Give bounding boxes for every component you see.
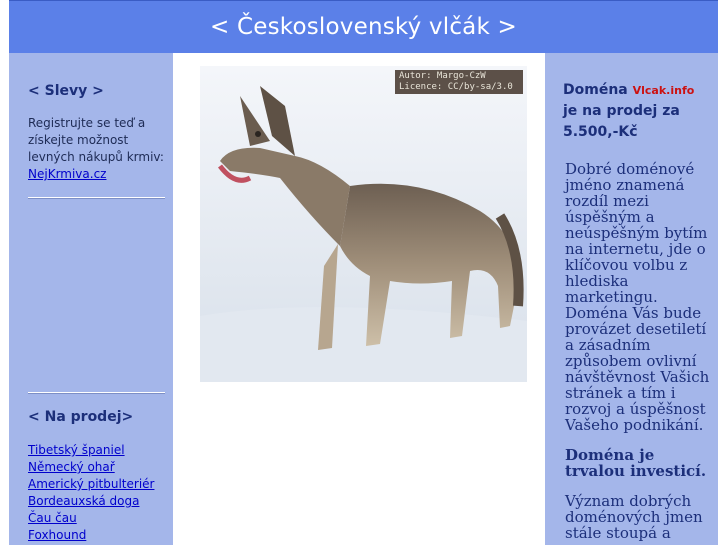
breed-link[interactable]: Bordeauxská doga	[28, 494, 140, 508]
slevy-heading: < Slevy >	[28, 83, 104, 99]
breed-link[interactable]: Foxhound	[28, 528, 87, 542]
nejkrmiva-link[interactable]: NejKrmiva.cz	[28, 167, 107, 181]
main-content	[173, 53, 545, 545]
page-margin-left	[0, 0, 9, 545]
domain-paragraph-1: Dobré doménové jméno znamená rozdíl mezi úspěšným a neúspěšným bytím na internetu, jde o klíčovou volbu z hlediska marketingu. Doména Vás bude provázet desetiletí a zásadním způsobem ovlivní návštěvnost Vašich stránek a tím i rozvoj a úspěšnost Vašeho podnikání.	[565, 160, 710, 434]
photo-license: Licence: CC/by-sa/3.0	[399, 82, 513, 92]
breed-link[interactable]: Čau čau	[28, 511, 77, 525]
site-header	[9, 0, 718, 53]
photo-author: Autor: Margo-CzW	[399, 71, 486, 81]
domain-link[interactable]: Vlcak.info	[632, 84, 695, 97]
domain-paragraph-2: Význam dobrých doménových jmen stále stoupá a	[565, 492, 703, 542]
breed-link[interactable]: Německý ohař	[28, 460, 115, 474]
slevy-description: Registrujte se teď a získejte možnost levných nákupů krmiv:	[28, 116, 164, 164]
page-margin-right	[718, 0, 727, 545]
domain-title-suffix: je na prodej za 5.500,-Kč	[563, 103, 680, 140]
left-sidebar	[9, 53, 173, 545]
photo-credit	[395, 70, 523, 94]
breed-link[interactable]: Americký pitbulteriér	[28, 477, 155, 491]
wolfdog-illustration	[200, 66, 527, 382]
wolfdog-photo	[200, 66, 527, 382]
domain-investment-text: Doména je trvalou investicí.	[565, 446, 707, 480]
slevy-text	[28, 115, 165, 183]
breed-link-list	[28, 442, 165, 544]
domain-title-prefix: Doména	[563, 82, 633, 98]
domain-sale-heading	[563, 80, 710, 143]
na-prodej-heading: < Na prodej>	[28, 409, 134, 425]
breed-link[interactable]: Tibetský španiel	[28, 443, 125, 457]
right-sidebar	[545, 53, 718, 545]
page-title: < Československý vlčák >	[210, 14, 517, 40]
